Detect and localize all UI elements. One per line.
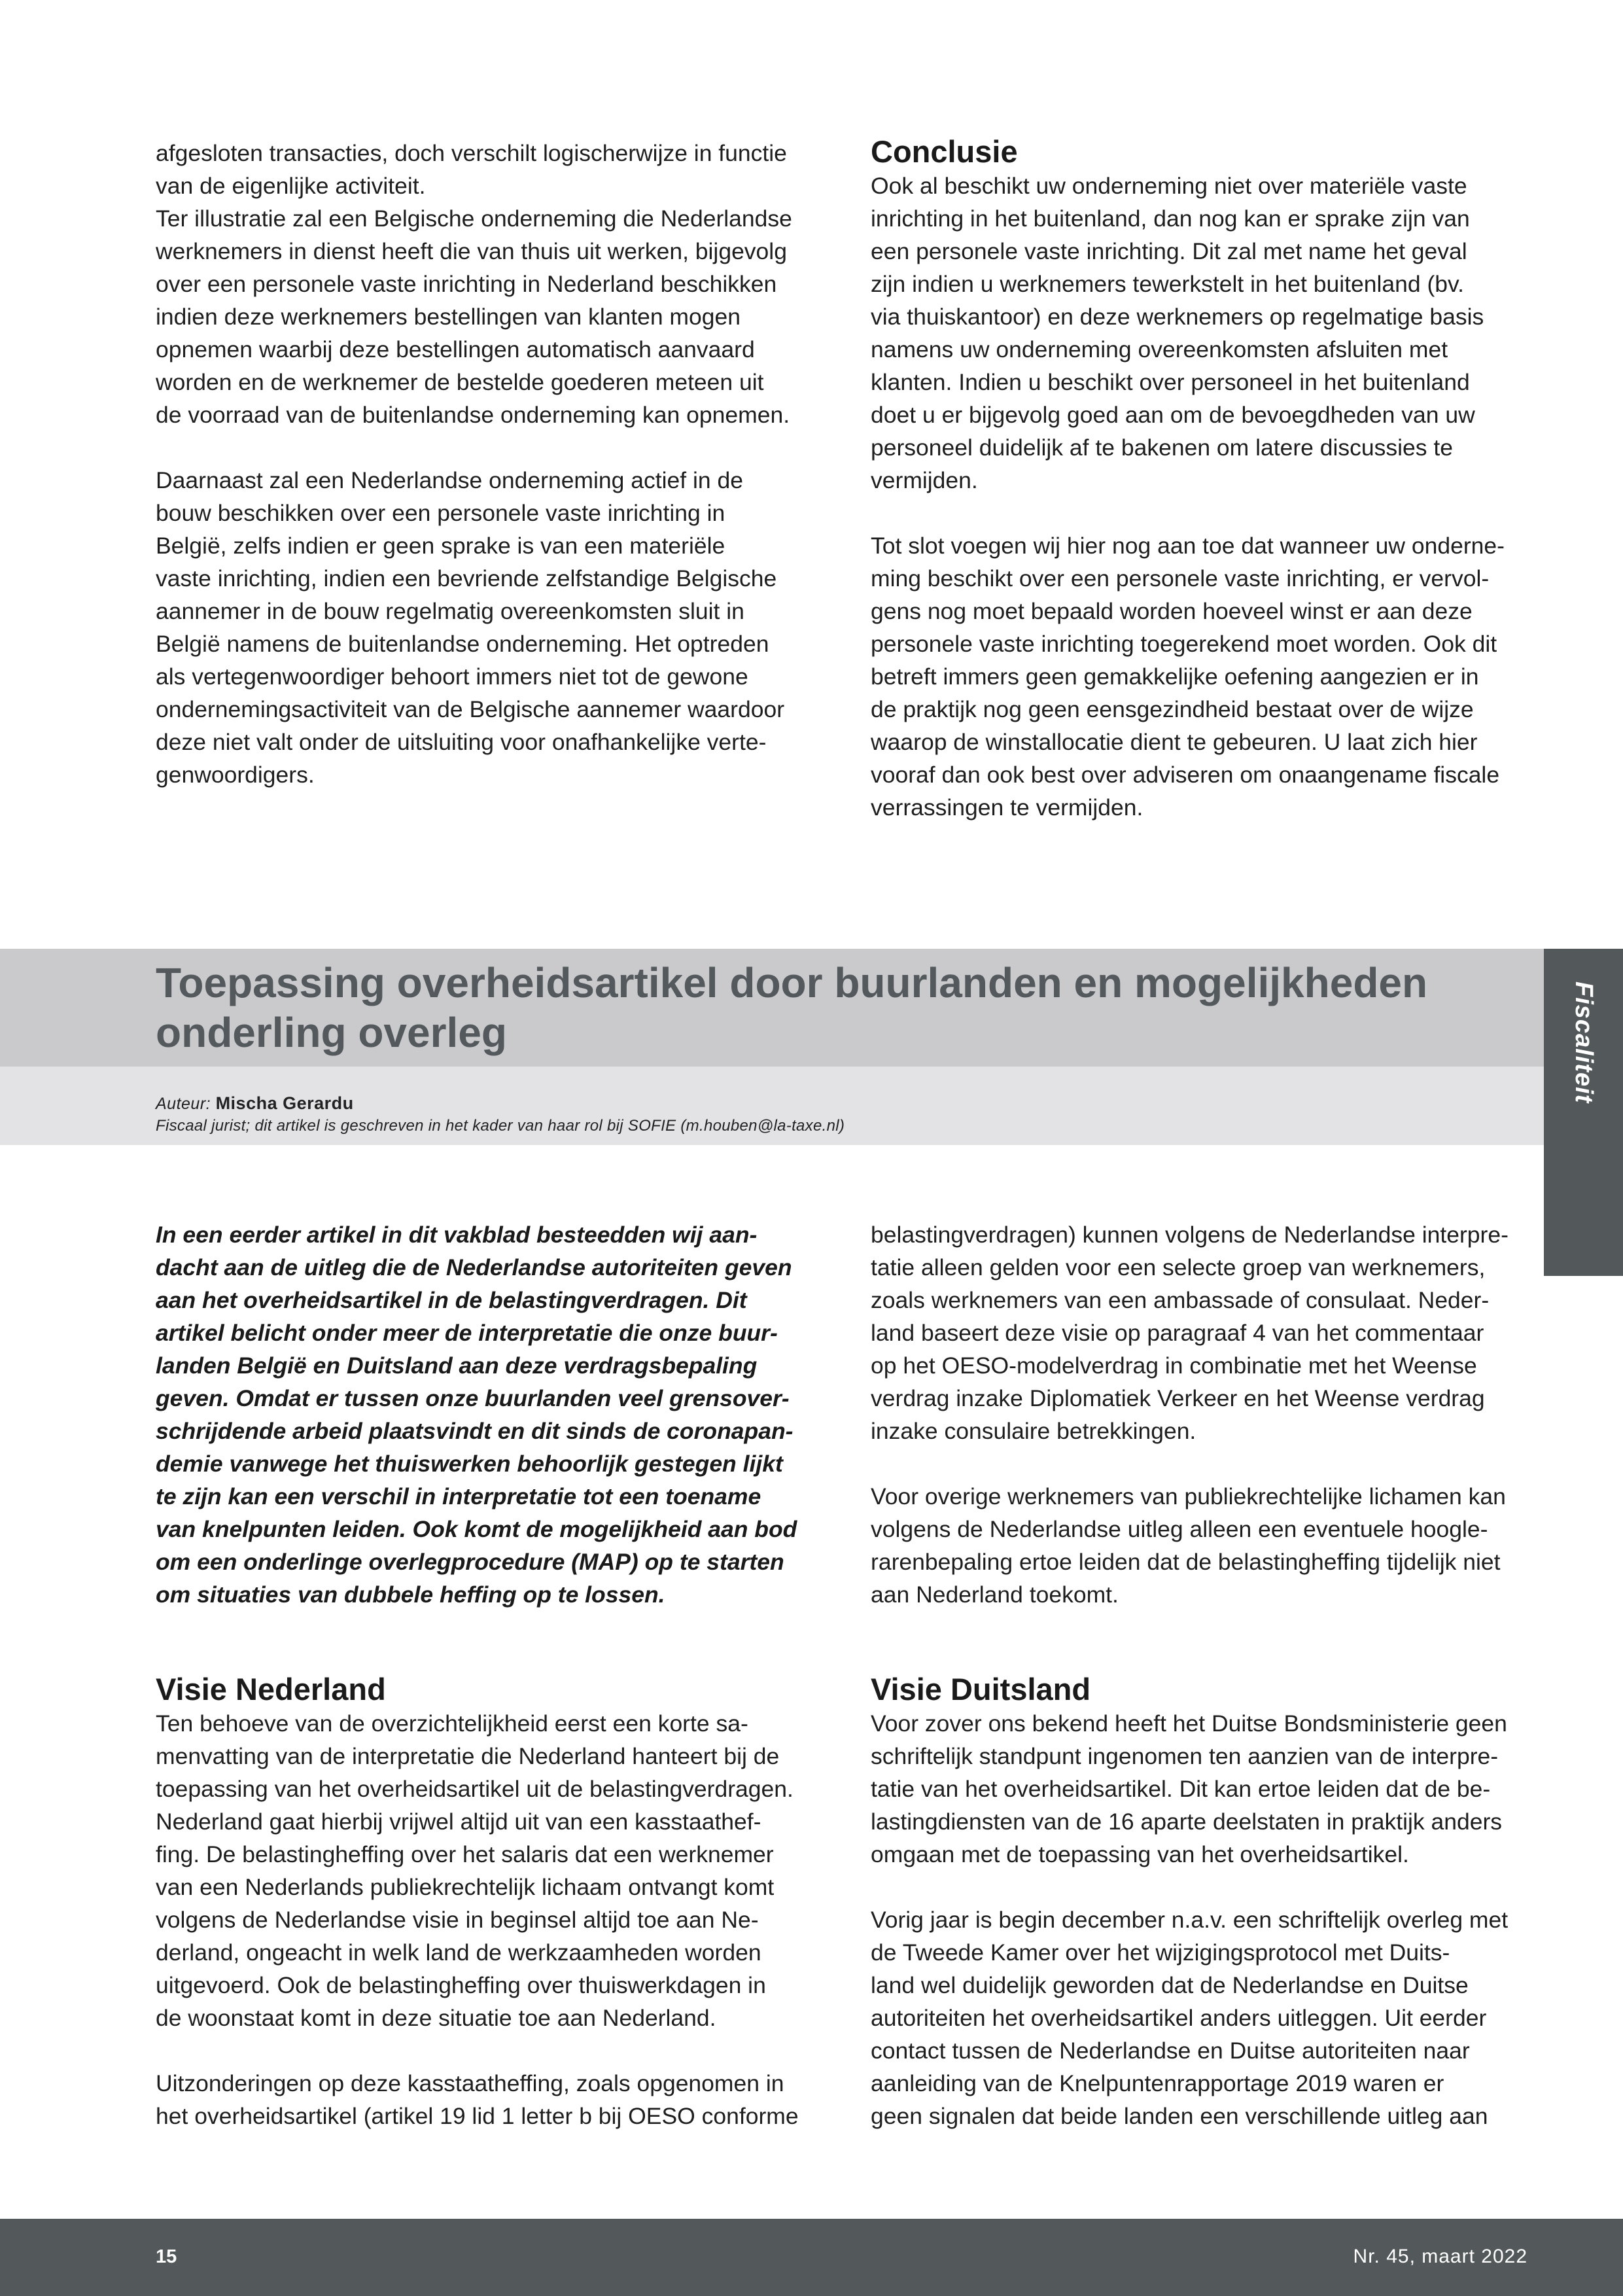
page-number: 15 xyxy=(156,2246,177,2267)
author-name: Mischa Gerardu xyxy=(215,1093,354,1113)
body-paragraph: Vorig jaar is begin december n.a.v. een schriftelijk overleg met de Tweede Kamer over het wijzigingsprotocol met Duits- land wel duidelijk geworden dat de Nederlandse en Duitse autoriteiten het overheidsartikel anders uitleggen. Uit eerder contact tussen de Nederlandse en Duitse autoriteiten naar aanleiding van de Knelpuntenrapportage 2019 waren er geen signalen dat beide landen een verschillende uitleg aan xyxy=(871,1907,1509,2129)
section-heading-visie-duitsland: Visie Duitsland xyxy=(871,1672,1091,1706)
author-label: Auteur: xyxy=(156,1095,211,1113)
author-line xyxy=(156,1093,354,1114)
body-paragraph: Ten behoeve van de overzichtelijkheid eerst een korte sa- menvatting van de interpretatie die Nederland hanteert bij de toepassing van het overheidsartikel uit de belastingverdragen. Nederland gaat hierbij vrijwel altijd uit van een kasstaathef- fing. De belastingheffing over het salaris dat een werknemer van een Nederlands publiekrechtelijk lichaam ontvangt komt volgens de Nederlandse visie in beginsel altijd toe aan Ne- derland, ongeacht in welk land de werkzaamheden worden uitgevoerd. Ook de belastingheffing over thuiswerkdagen in de woonstaat komt in deze situatie toe aan Nederland. xyxy=(156,1710,794,2031)
body-paragraph: Voor overige werknemers van publiekrechtelijke lichamen kan volgens de Nederlandse uitleg alleen een eventuele hoogle- rarenbepaling ertoe leiden dat de belastingheffing tijdelijk niet aan Nederland toekomt. xyxy=(871,1483,1506,1608)
body-paragraph: belastingverdragen) kunnen volgens de Nederlandse interpre- tatie alleen gelden voor een selecte groep van werknemers, zoals werknemers van een ambassade of consulaat. Neder- land baseert deze visie op paragraaf 4 van het commentaar op het OESO-modelverdrag in combinatie met het Weense verdrag inzake Diplomatiek Verkeer en het Weense verdrag inzake consulaire betrekkingen. xyxy=(871,1222,1509,1444)
section-heading-conclusie: Conclusie xyxy=(871,134,1018,169)
section-heading-visie-nederland: Visie Nederland xyxy=(156,1672,386,1706)
top-right-column xyxy=(871,134,1525,824)
issue-label: Nr. 45, maart 2022 xyxy=(1353,2246,1527,2267)
body-paragraph: Uitzonderingen op deze kasstaatheffing, zoals opgenomen in het overheidsartikel (artikel 19 lid 1 letter b bij OESO conforme xyxy=(156,2070,799,2129)
top-left-column xyxy=(156,137,810,791)
article-intro: In een eerder artikel in dit vakblad besteedden wij aan- dacht aan de uitleg die de Nederlandse autoriteiten geven aan het overheidsartikel in de belastingverdragen. Dit artikel belicht onder meer de interpretatie die onze buur- landen België en Duitsland aan deze verdragsbepaling geven. Omdat er tussen onze buurlanden veel grensover- schrijdende arbeid plaatsvindt en dit sinds de coronapan- demie vanwege het thuiswerken behoorlijk gestegen lijkt te zijn kan een verschil in interpretatie tot een toename van knelpunten leiden. Ook komt de mogelijkheid aan bod om een onderlinge overlegprocedure (MAP) op te starten om situaties van dubbele heffing op te lossen. xyxy=(156,1222,797,1608)
section-side-tab-label-wrap xyxy=(1544,949,1623,1276)
body-paragraph: afgesloten transacties, doch verschilt logischerwijze in functie van de eigenlijke activiteit. Ter illustratie zal een Belgische onderneming die Nederlandse werknemers in dienst heeft die van thuis uit werken, bijgevolg over een personele vaste inrichting in Nederland beschikken indien deze werknemers bestellingen van klanten mogen opnemen waarbij deze bestellingen automatisch aanvaard worden en de werknemer de bestelde goederen meteen uit de voorraad van de buitenlandse onderneming kan opnemen. xyxy=(156,140,792,428)
body-paragraph: Daarnaast zal een Nederlandse onderneming actief in de bouw beschikken over een personele vaste inrichting in België, zelfs indien er geen sprake is van een materiële vaste inrichting, indien een bevriende zelfstandige Belgische aannemer in de bouw regelmatig overeenkomsten sluit in België namens de buitenlandse onderneming. Het optreden als vertegenwoordiger behoort immers niet tot de gewone ondernemingsactiviteit van de Belgische aannemer waardoor deze niet valt onder de uitsluiting voor onafhankelijke verte- genwoordigers. xyxy=(156,467,785,788)
body-paragraph: Voor zover ons bekend heeft het Duitse Bondsministerie geen schriftelijk standpunt ingenomen ten aanzien van de interpre- tatie van het overheidsartikel. Dit kan ertoe leiden dat de be- lastingdiensten van de 16 aparte deelstaten in praktijk anders omgaan met de toepassing van het overheidsartikel. xyxy=(871,1710,1507,1867)
body-paragraph: Tot slot voegen wij hier nog aan toe dat wanneer uw onderne- ming beschikt over een personele vaste inrichting, er vervol- gens nog moet bepaald worden hoeveel winst er aan deze personele vaste inrichting toegerekend moet worden. Ook dit betreft immers geen gemakkelijke oefening aangezien er in de praktijk nog geen eensgezindheid bestaat over de wijze waarop de winstallocatie dient te gebeuren. U laat zich hier vooraf dan ook best over adviseren om onaangename fiscale verrassingen te vermijden. xyxy=(871,533,1505,821)
article-title: Toepassing overheidsartikel door buurlanden en mogelijkheden onderling overleg xyxy=(156,959,1428,1056)
bottom-right-column xyxy=(871,1218,1525,2132)
section-side-tab-label: Fiscaliteit xyxy=(1570,981,1597,1104)
bottom-left-column xyxy=(156,1218,810,2132)
author-description: Fiscaal jurist; dit artikel is geschreven in het kader van haar rol bij SOFIE (m.houben@la-taxe.nl) xyxy=(156,1117,845,1135)
body-paragraph: Ook al beschikt uw onderneming niet over materiële vaste inrichting in het buitenland, dan nog kan er sprake zijn van een personele vaste inrichting. Dit zal met name het geval zijn indien u werknemers tewerkstelt in het buitenland (bv. via thuiskantoor) en deze werknemers op regelmatige basis namens uw onderneming overeenkomsten afsluiten met klanten. Indien u beschikt over personeel in het buitenland doet u er bijgevolg goed aan om de bevoegdheden van uw personeel duidelijk af te bakenen om latere discussies te vermijden. xyxy=(871,173,1484,493)
